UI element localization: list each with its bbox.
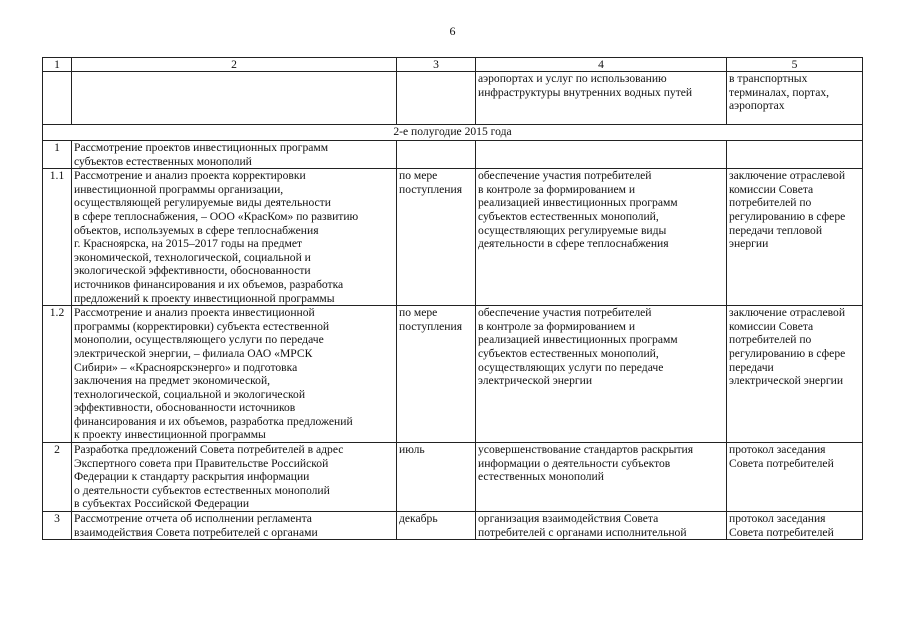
table-header-row <box>43 58 863 72</box>
table-row <box>43 306 863 443</box>
row-activity: Рассмотрение отчета об исполнении регламента взаимодействия Совета потребителей с органами <box>72 512 397 540</box>
table-row <box>43 141 863 169</box>
column-number-5: 5 <box>727 58 863 72</box>
section-row <box>43 125 863 141</box>
page-number: 6 <box>449 24 456 38</box>
column-number-3: 3 <box>397 58 476 72</box>
continuation-num <box>43 72 72 125</box>
row-result: протокол заседания Совета потребителей <box>727 443 863 512</box>
row-number: 3 <box>43 512 72 540</box>
row-goal: обеспечение участия потребителей в контроле за формированием и реализацией инвестиционных программ субъектов естественных монополий, осуществляющих регулируемые виды деятельности в сфере теплоснабжения <box>476 169 727 306</box>
row-result: заключение отраслевой комиссии Совета потребителей по регулированию в сфере передачи тепловой энергии <box>727 169 863 306</box>
row-activity: Разработка предложений Совета потребителей в адрес Экспертного совета при Правительстве Российской Федерации к стандарту раскрытия информации о деятельности субъектов естественных монополий в субъектах Российской Федерации <box>72 443 397 512</box>
table-row <box>43 169 863 306</box>
continuation-c2 <box>72 72 397 125</box>
row-number: 1.1 <box>43 169 72 306</box>
row-goal: обеспечение участия потребителей в контроле за формированием и реализацией инвестиционных программ субъектов естественных монополий, осуществляющих услуги по передаче электрической энергии <box>476 306 727 443</box>
row-activity: Рассмотрение и анализ проекта инвестиционной программы (корректировки) субъекта естественной монополии, осуществляющего услуги по передаче электрической энергии, – филиала ОАО «МРСК Сибири» – «Красноярскэнерго» и подготовка заключения на предмет экономической, технологической, социальной и экологической эффективности, обоснованности источников финансирования и их объемов, разработка предложений к проекту инвестиционной программы <box>72 306 397 443</box>
row-number: 1.2 <box>43 306 72 443</box>
plan-table <box>42 57 863 540</box>
row-deadline: декабрь <box>397 512 476 540</box>
column-number-1: 1 <box>43 58 72 72</box>
table-row <box>43 512 863 540</box>
row-goal: усовершенствование стандартов раскрытия информации о деятельности субъектов естественных монополий <box>476 443 727 512</box>
row-deadline: июль <box>397 443 476 512</box>
row-goal <box>476 141 727 169</box>
row-number: 1 <box>43 141 72 169</box>
row-deadline: по мере поступления <box>397 306 476 443</box>
column-number-2: 2 <box>72 58 397 72</box>
row-activity: Рассмотрение проектов инвестиционных программ субъектов естественных монополий <box>72 141 397 169</box>
table-row <box>43 443 863 512</box>
continuation-c5: в транспортных терминалах, портах, аэропортах <box>727 72 863 125</box>
column-number-4: 4 <box>476 58 727 72</box>
row-result: протокол заседания Совета потребителей <box>727 512 863 540</box>
section-title: 2-е полугодие 2015 года <box>43 125 863 141</box>
row-result: заключение отраслевой комиссии Совета потребителей по регулированию в сфере передачи электрической энергии <box>727 306 863 443</box>
row-goal: организация взаимодействия Совета потребителей с органами исполнительной <box>476 512 727 540</box>
continuation-c3 <box>397 72 476 125</box>
row-deadline <box>397 141 476 169</box>
row-result <box>727 141 863 169</box>
row-deadline: по мере поступления <box>397 169 476 306</box>
row-number: 2 <box>43 443 72 512</box>
row-activity: Рассмотрение и анализ проекта корректировки инвестиционной программы организации, осуществляющей регулируемые виды деятельности в сфере теплоснабжения, – ООО «КрасКом» по развитию объектов, используемых в сфере теплоснабжения г. Красноярска, на 2015–2017 годы на предмет экономической, технологической, социальной и экологической эффективности, обоснованности источников финансирования и их объемов, разработка предложений к проекту инвестиционной программы <box>72 169 397 306</box>
continuation-c4: аэропортах и услуг по использованию инфраструктуры внутренних водных путей <box>476 72 727 125</box>
continuation-row <box>43 72 863 125</box>
